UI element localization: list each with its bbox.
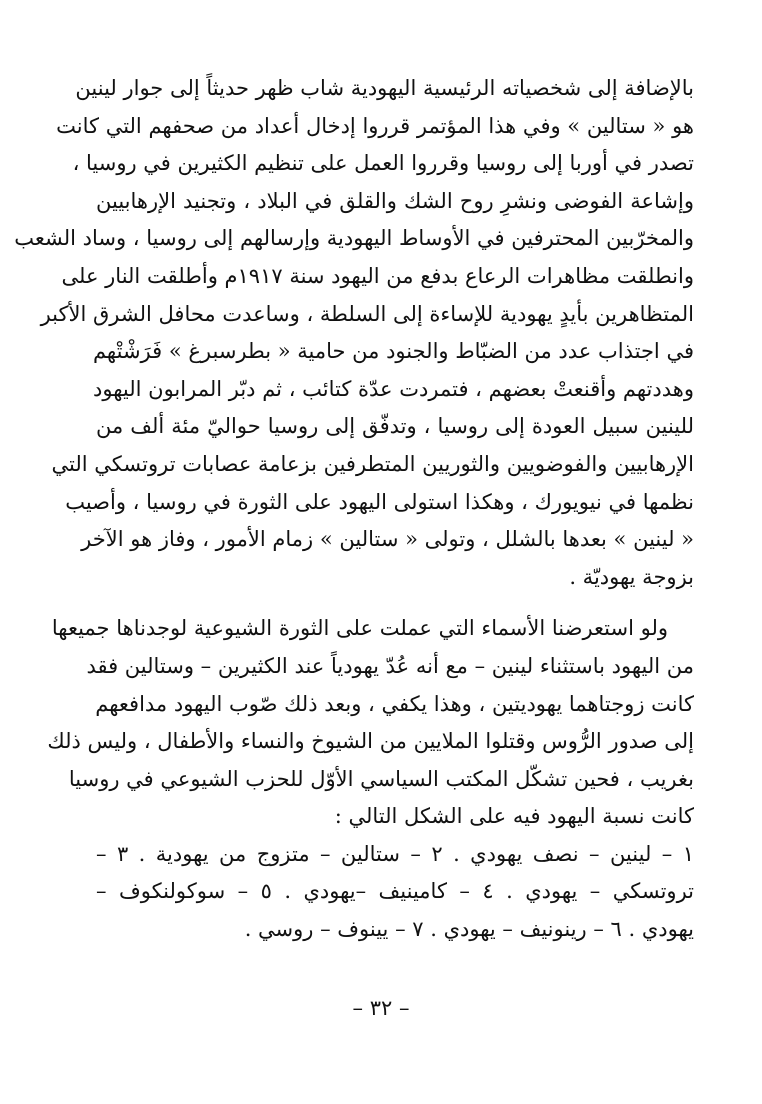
text-line: والمخرّبين المحترفين في الأوساط اليهودية وإرسالهم إلى روسيا ، وساد الشعب: [14, 226, 694, 251]
text-line: المتظاهرين بأيدٍ يهودية للإساءة إلى السلطة ، وساعدت محافل الشرق الأكبر: [40, 301, 694, 326]
text-line: « لينين » بعدها بالشلل ، وتولى « ستالين » زمام الأمور ، وفاز هو الآخر: [81, 527, 694, 552]
text-line: من اليهود باستثناء لينين – مع أنه عُدّ يهودياً عند الكثيرين – وستالين فقد: [86, 653, 694, 678]
text-line: إلى صدور الرُّوس وقتلوا الملايين من الشيوخ والنساء والأطفال ، وليس ذلك: [47, 729, 694, 754]
text-line: هو « ستالين » وفي هذا المؤتمر قرروا إدخال أعداد من صحفهم التي كانت: [56, 113, 694, 138]
page-number: – ٣٢ –: [352, 996, 410, 1020]
text-line: ١ – لينين – نصف يهودي . ٢ – ستالين – متزوج من يهودية . ٣ –: [96, 841, 694, 866]
text-line: بزوجة يهوديّة .: [569, 564, 694, 589]
text-line: وهددتهم وأقنعتْ بعضهم ، فتمردت عدّة كتائب ، ثم دبّر المرابون اليهود: [93, 376, 694, 401]
paragraph-2: [47, 610, 694, 836]
text-line: تصدر في أوربا إلى روسيا وقرروا العمل على تنظيم الكثيرين في روسيا ،: [72, 151, 694, 176]
text-line: للينين سبيل العودة إلى روسيا ، وتدفّق إلى روسيا حواليّ مئة ألف من: [96, 414, 694, 439]
text-line: نظمها في نيويورك ، وهكذا استولى اليهود على الثورة في روسيا ، وأصيب: [65, 489, 694, 514]
text-line: بغريب ، فحين تشكّل المكتب السياسي الأوّل للحزب الشيوعي في روسيا: [68, 766, 694, 791]
text-line: تروتسكي – يهودي . ٤ – كامينيف –يهودي . ٥ – سوكولنكوف –: [96, 879, 694, 904]
paragraph-spacer: [96, 596, 694, 610]
text-line: وإشاعة الفوضى ونشرِ روح الشك والقلق في البلاد ، وتجنيد الإرهابيين: [96, 188, 694, 213]
text-line: كانت نسبة اليهود فيه على الشكل التالي :: [334, 804, 694, 829]
text-line: بالإضافة إلى شخصياته الرئيسية اليهودية شاب ظهر حديثاً إلى جوار لينين: [75, 76, 694, 100]
text-line: الإرهابيين والفوضويين والثوريين المتطرفين بزعامة عصابات تروتسكي التي: [51, 451, 694, 476]
text-line: كانت زوجتاهما يهوديتين ، وهذا يكفي ، وبعد ذلك صّوب اليهود مدافعهم: [95, 691, 694, 716]
text-line: يهودي . ٦ – رينونيف – يهودي . ٧ – يينوف – روسي .: [244, 917, 694, 942]
text-line: ولو استعرضنا الأسماء التي عملت على الثورة الشيوعية لوجدناها جميعها: [51, 616, 668, 641]
text-line: في اجتذاب عدد من الضبّاط والجنود من حامية « بطرسبرغ » فَرَشْتْهم: [92, 339, 694, 364]
text-line: وانطلقت مظاهرات الرعاع بدفع من اليهود سنة ١٩١٧م وأطلقت النار على: [61, 263, 694, 288]
paragraph-1: [14, 70, 694, 596]
paragraph-3-list: [96, 836, 694, 949]
page-body: [14, 70, 694, 949]
